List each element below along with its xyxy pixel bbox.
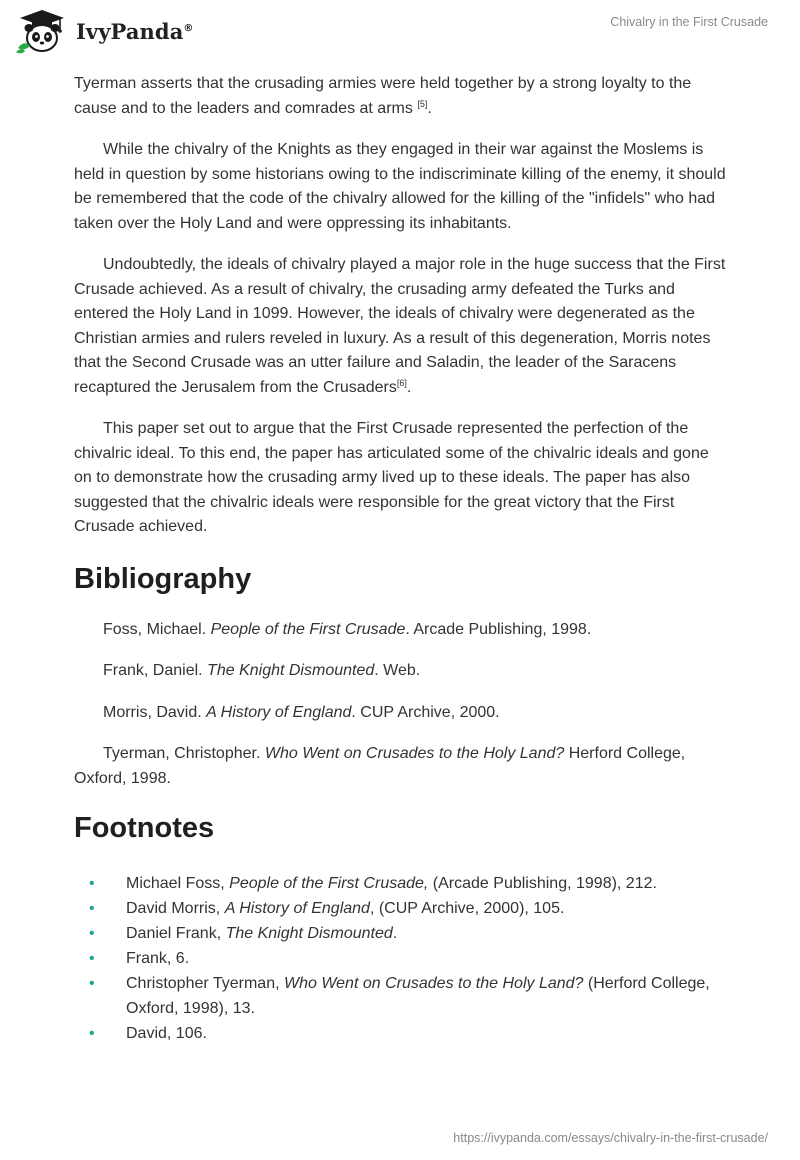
footnote-item: • David Morris, A History of England, (CUP Archive, 2000), 105. xyxy=(74,896,728,921)
bibliography-entry: Frank, Daniel. The Knight Dismounted. Web. xyxy=(103,662,421,679)
paragraph-2: While the chivalry of the Knights as they engaged in their war against the Moslems is held in question by some historians owing to the indiscriminate killing of the enemy, it should be remembered that the code of the chivalry allowed for the killing of the "infidels" who had taken over the Holy Land and were oppressing its inhabitants. xyxy=(74,141,726,232)
bullet-icon: • xyxy=(89,975,95,992)
paragraph-1: Tyerman asserts that the crusading armies were held together by a strong loyalty to the cause and to the leaders and comrades at arms [5]. xyxy=(74,75,692,117)
bullet-icon: • xyxy=(89,900,95,917)
bullet-icon: • xyxy=(89,1025,95,1042)
footnotes-list xyxy=(74,871,728,1046)
footnote-item: • Frank, 6. xyxy=(74,946,728,971)
footnotes-heading: Footnotes xyxy=(74,812,215,844)
footnote-item: • Daniel Frank, The Knight Dismounted. xyxy=(74,921,728,946)
bibliography-entry: Morris, David. A History of England. CUP Archive, 2000. xyxy=(103,703,500,721)
essay-content xyxy=(74,72,728,1046)
page-header xyxy=(0,0,800,62)
ivypanda-logo[interactable] xyxy=(14,8,194,54)
bibliography-entry: Foss, Michael. People of the First Crusade. Arcade Publishing, 1998. xyxy=(103,620,592,638)
citation-ref[interactable]: [6] xyxy=(396,377,407,388)
running-title: Chivalry in the First Crusade xyxy=(610,15,768,29)
bullet-icon: • xyxy=(89,950,95,967)
footnote-item: • Christopher Tyerman, Who Went on Crusades to the Holy Land? (Herford College, Oxford, 1998), 13. xyxy=(74,971,728,1021)
bullet-icon: • xyxy=(89,925,95,942)
footnote-item: • Michael Foss, People of the First Crusade, (Arcade Publishing, 1998), 212. xyxy=(74,871,728,896)
footnote-item: • David, 106. xyxy=(74,1021,728,1046)
paragraph-4: This paper set out to argue that the First Crusade represented the perfection of the chivalric ideal. To this end, the paper has articulated some of the chivalric ideals and gone on to demonstrate how the crusading army lived up to these ideals. The paper has also suggested that the chivalric ideals were responsible for the great victory that the First Crusade achieved. xyxy=(74,420,709,535)
paragraph-3: Undoubtedly, the ideals of chivalry played a major role in the huge success that the First Crusade achieved. As a result of chivalry, the crusading army defeated the Turks and entered the Holy Land in 1099. However, the ideals of chivalry were degenerated as the Christian armies and rulers reveled in luxury. As a result of this degeneration, Morris notes that the Second Crusade was an utter failure and Saladin, the leader of the Saracens recaptured the Jerusalem from the Crusaders[6]. xyxy=(74,256,726,396)
panda-graduate-icon xyxy=(14,8,70,54)
brand-name: IvyPanda® xyxy=(76,18,194,44)
source-url[interactable]: https://ivypanda.com/essays/chivalry-in-the-first-crusade/ xyxy=(453,1131,768,1145)
citation-ref[interactable]: [5] xyxy=(417,98,428,109)
bullet-icon: • xyxy=(89,875,95,892)
bibliography-heading: Bibliography xyxy=(74,562,252,595)
bibliography-entry: Tyerman, Christopher. Who Went on Crusades to the Holy Land? Herford College, Oxford, 1998. xyxy=(74,745,686,787)
bibliography-list xyxy=(74,618,728,792)
